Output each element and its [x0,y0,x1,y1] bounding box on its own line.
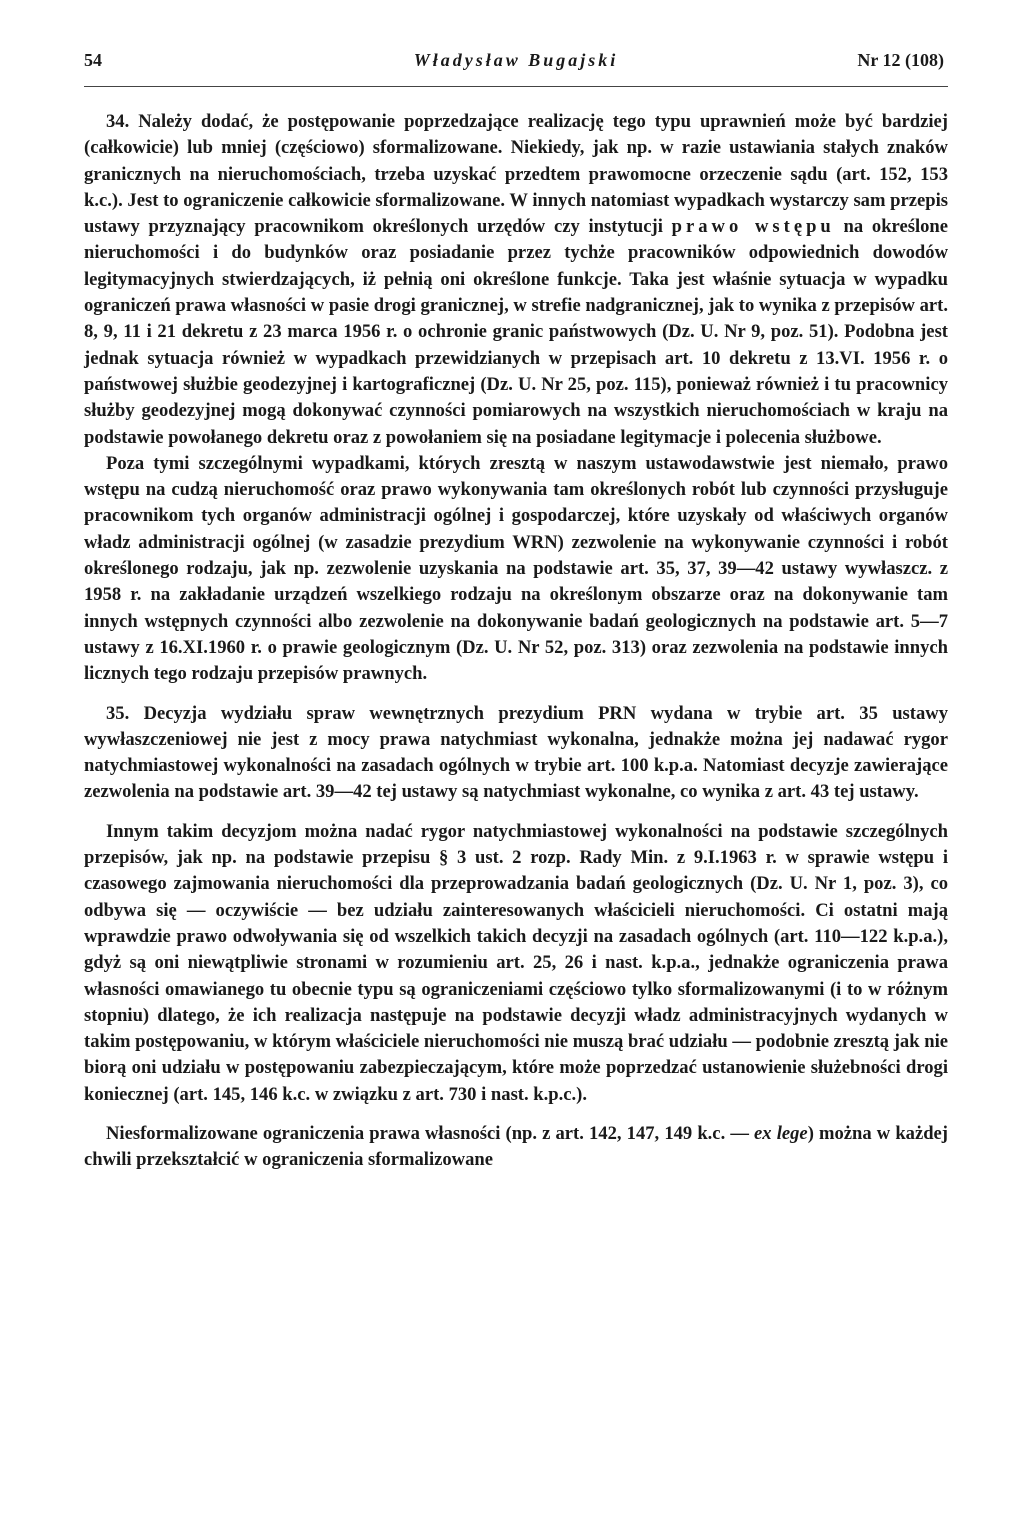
running-author: Władysław Bugajski [413,50,619,70]
emphasis-italic: ex lege [754,1122,808,1144]
paragraph-36: Innym takim decyzjom można nadać rygor natychmiastowej wykonalności na podstawie szczególnych przepisów, jak np. na podstawie przepisu § 3 ust. 2 rozp. Rady Min. z 9.I.1963 r. w sprawie wstępu i czasowego zajmowania nieruchomości dla przeprowadzania badań geologicznych (Dz. U. Nr 1, poz. 3), co odbywa się — oczywiście — bez udziału zainteresowanych właścicieli nieruchomości. Ci ostatni mają wprawdzie prawo odwoływania się od wszelkich takich decyzji na zasadach ogólnych (art. 110—122 k.p.a.), gdyż są oni niewątpliwie stronami w rozumieniu art. 25, 26 i nast. k.p.a., jednakże ograniczenia prawa własności omawianego tu obecnie typu są ograniczeniami częściowo tylko sformalizowanymi (i to w różnym stopniu) dlatego, że ich realizacja następuje na podstawie decyzji władz administracyjnych wydanych w takim postępowaniu, w którym właściciele nieruchomości nie muszą brać udziału — podobnie zresztą jak nie biorą oni udziału w postępowaniu zabezpieczającym, które może poprzedzać ustanowienie służebności drogi koniecznej (art. 145, 146 k.c. w związku z art. 730 i nast. k.p.c.). [84,820,948,1105]
page-number: 54 [84,50,102,70]
paragraph-37 [84,1121,948,1174]
emphasis-spaced: prawo wstępu [671,216,835,238]
header-rule [84,86,948,87]
paragraph-34-text-b: na określone nieruchomości i do budynków oraz posiadanie przez tychże pracowników odpowiednich dowodów legitymacyjnych stwierdzających, iż pełnią oni określone funkcje. Taka jest właśnie sytuacja w wypadku ograniczeń prawa własności w pasie drogi granicznej, w strefie nadgranicznej, jak to wynika z przepisów art. 8, 9, 11 i 21 dekretu z 23 marca 1956 r. o ochronie granic państwowych (Dz. U. Nr 9, poz. 51). Podobna jest jednak sytuacja również w wypadkach przewidzianych w przepisach art. 10 dekretu z 13.VI. 1956 r. o państwowej służbie geodezyjnej i kartograficznej (Dz. U. Nr 25, poz. 115), ponieważ również i tu pracownicy służby geodezyjnej mogą dokonywać czynności pomiarowych na wszystkich nieruchomościach w kraju na podstawie powołanego dekretu oraz z powołaniem się na posiadane legitymacje i polecenia służbowe. [84,216,948,448]
paragraph-34 [84,109,948,451]
document-page [84,50,948,1174]
issue-number: Nr 12 (108) [857,50,944,70]
body-text [84,109,948,1174]
paragraph-34-continued: Poza tymi szczególnymi wypadkami, których zresztą w naszym ustawodawstwie jest niemało, prawo wstępu na cudzą nieruchomość oraz prawo wykonywania tam określonych robót lub czynności przysługuje pracownikom tych organów administracji ogólnej i gospodarczej, które uzyskały od właściwych organów władz administracji ogólnej (w zasadzie prezydium WRN) zezwolenie na wykonywanie czynności i robót określonego rodzaju, jak np. zezwolenie uzyskania na podstawie art. 35, 37, 39—42 ustawy wywłaszcz. z 1958 r. na zakładanie urządzeń wszelkiego rodzaju na określonym obszarze oraz na dokonywanie tam innych wstępnych czynności albo zezwolenie na dokonywanie badań geologicznych na podstawie art. 5—7 ustawy z 16.XI.1960 r. o prawie geologicznym (Dz. U. Nr 52, poz. 313) oraz zezwolenia na podstawie innych licznych tego rodzaju przepisów prawnych. [84,452,948,685]
paragraph-37-text-a: Niesformalizowane ograniczenia prawa własności (np. z art. 142, 147, 149 k.c. — [106,1122,755,1144]
paragraph-34-text-a: 34. Należy dodać, że postępowanie poprzedzające realizację tego typu uprawnień może być bardziej (całkowicie) lub mniej (częściowo) sformalizowane. Niekiedy, jak np. w razie ustawiania stałych znaków granicznych na nieruchomościach, trzeba uzyskać przedtem prawomocne orzeczenie sądu (art. 152, 153 k.c.). Jest to ograniczenie całkowicie sformalizowane. W innych natomiast wypadkach wystarczy sam przepis ustawy przyznający pracownikom określonych urzędów czy instytucji [84,111,948,238]
paragraph-37-text-b: ) można w każdej chwili przekształcić w ograniczenia sformalizowane [84,1122,948,1171]
running-header [84,50,948,82]
paragraph-35: 35. Decyzja wydziału spraw wewnętrznych prezydium PRN wydana w trybie art. 35 ustawy wywłaszczeniowej nie jest z mocy prawa natychmiast wykonalna, jednakże można jej nadawać rygor natychmiastowej wykonalności na zasadach ogólnych w trybie art. 100 k.p.a. Natomiast decyzje zawierające zezwolenia na podstawie art. 39—42 tej ustawy są natychmiast wykonalne, co wynika z art. 43 tej ustawy. [84,702,948,803]
